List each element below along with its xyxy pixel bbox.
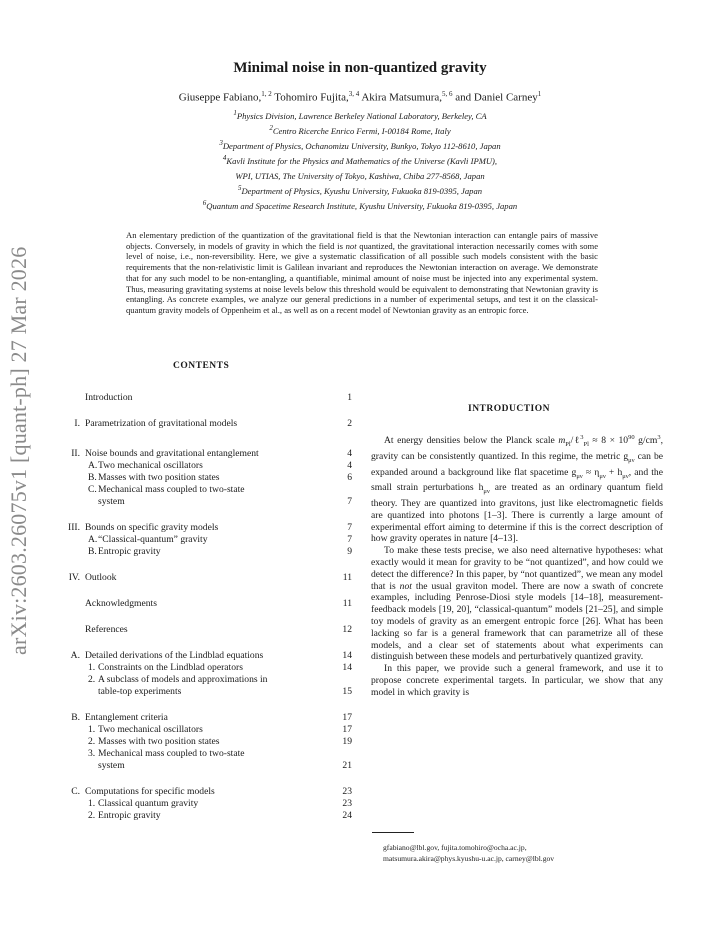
toc-entry-page: 23 [342, 786, 352, 797]
toc-entry[interactable] [60, 674, 352, 686]
toc-entry-number: II. [71, 448, 80, 459]
toc-entry-number: C. [71, 786, 80, 797]
toc-entry-label: Introduction [85, 392, 133, 403]
abstract: An elementary prediction of the quantization of the gravitational field is that the Newtonian interaction can entangle pairs of massive objects. Conversely, in models of gravity in which the field is not quantized, the gravitational interaction necessarily comes with some level of noise, i.e., non-reversibility. Here, we give a systematic classification of all possible such models consistent with the basic requirements that the non-relativistic limit is Galilean invariant and reproduces the Newtonian interaction on average. We demonstrate that for any such model to be non-entangling, a quantifiable, minimal amount of noise must be injected into any experimental system. Thus, measuring gravitating systems at noise levels below this threshold would be equivalent to demonstrating that Newtonian gravity is entangling. As concrete examples, we analyze our general predictions in a number of experimental setups, and test it on the classical-quantum gravity models of Oppenheim et al., as well as on a recent model of Newtonian gravity as an entropic force. [126, 230, 599, 315]
author-name: Akira Matsumura, [359, 91, 442, 104]
toc-entry-label: Entropic gravity [98, 546, 161, 557]
toc-entry-label: Mechanical mass coupled to two-state [98, 748, 245, 759]
paragraph: At energy densities below the Planck scale $m_{Pl}/\ell^3_{Pl} \approx 8 \times 10^{90}$ $g/cm^3$, gravity can be consistently quantized. In this regime, the metric $g_{\mu\nu}$ can be expanded around a background like flat spacetime $g_{\mu\nu} \approx \eta_{\mu\nu} + h_{\mu\nu}$, and the small strain perturbations $h_{\mu\nu}$ are treated as an ordinary quantum field theory. They are quantized into gravitons, just like electromagnetic fields are quantized into photons [1–3]. There is currently a large amount of experimental effort aiming to determine if this is the correct description of how gravity operates in nature [4–13]. [371, 434, 663, 545]
toc-entry-label: table-top experiments [98, 686, 182, 697]
toc-entry-number: B. [71, 712, 80, 723]
affiliation-line: $^1$Physics Division, Lawrence Berkeley National Laboratory, Berkeley, CA [233, 109, 487, 121]
paper-title: Minimal noise in non-quantized gravity [233, 60, 487, 76]
arxiv-stamp: arXiv:2603.26075v1 [quant-ph] 27 Mar 2026 [6, 246, 31, 655]
toc-entry-label: References [85, 624, 128, 635]
toc-entry-label: Acknowledgments [85, 598, 157, 609]
paragraph: In this paper, we provide such a general framework, and use it to propose concrete experimental targets. In particular, we show that any model in which gravity is [371, 663, 663, 698]
toc-entry[interactable] [60, 598, 352, 610]
toc-entry-number: 2. [88, 736, 96, 747]
affiliation-line: $^5$Department of Physics, Kyushu University, Fukuoka 819-0395, Japan [237, 184, 483, 197]
affiliation-line: $^6$Quantum and Spacetime Research Institute, Kyushu University, Fukuoka 819-0395, Japan [202, 199, 518, 212]
toc-entry[interactable] [60, 810, 352, 822]
toc-entry[interactable] [60, 798, 352, 810]
toc-entry-number: B. [88, 546, 97, 557]
affiliation-line: WPI, UTIAS, The University of Tokyo, Kashiwa, Chiba 277-8568, Japan [235, 171, 485, 182]
toc-entry-label: Masses with two position states [98, 472, 220, 483]
toc-entry-page: 21 [342, 760, 352, 771]
footnote-rule [372, 832, 414, 833]
toc-entry-page: 2 [347, 418, 352, 429]
toc-entry-page: 17 [342, 724, 352, 735]
toc-entry-number: 1. [88, 724, 96, 735]
author-affil-ref: 1 [537, 90, 542, 98]
toc-entry[interactable] [60, 712, 352, 724]
toc-entry-label: “Classical-quantum” gravity [98, 534, 208, 545]
toc-entry-page: 19 [342, 736, 352, 747]
toc-entry-label: system [98, 496, 125, 507]
toc-entry[interactable] [60, 650, 352, 662]
toc-entry-number: 1. [88, 662, 96, 673]
toc-entry-label: Detailed derivations of the Lindblad equations [85, 650, 264, 661]
author-name: and Daniel Carney [452, 91, 538, 104]
toc-entry-page: 24 [342, 810, 352, 821]
toc-entry[interactable] [60, 572, 352, 584]
toc-entry-label: A subclass of models and approximations in [98, 674, 268, 685]
toc-entry[interactable] [60, 418, 352, 430]
toc-entry[interactable] [60, 392, 352, 404]
toc-entry-page: 9 [347, 546, 352, 557]
toc-entry-page: 17 [342, 712, 352, 723]
toc-entry-number: 2. [88, 674, 96, 685]
toc-entry-number: B. [88, 472, 97, 483]
toc-entry[interactable] [60, 624, 352, 636]
toc-entry-label: Mechanical mass coupled to two-state [98, 484, 245, 495]
author-name: Tohomiro Fujita, [271, 91, 349, 104]
toc-entry[interactable] [60, 724, 352, 736]
toc-entry[interactable] [60, 460, 352, 472]
toc-entry[interactable] [60, 662, 352, 674]
toc-entry[interactable] [60, 546, 352, 558]
author-affil-ref: 1, 2 [261, 90, 272, 98]
toc-entry[interactable] [60, 748, 352, 760]
toc-entry-number: 2. [88, 810, 96, 821]
toc-entry-number: IV. [68, 572, 80, 583]
author-affil-ref: 5, 6 [442, 90, 453, 98]
toc-entry-page: 23 [342, 798, 352, 809]
toc-entry-page: 7 [347, 496, 352, 507]
toc-entry-number: 3. [88, 748, 96, 759]
author-affil-ref: 3, 4 [348, 90, 360, 98]
toc-entry-label: Constraints on the Lindblad operators [98, 662, 243, 673]
author-name: Giuseppe Fabiano, [178, 91, 262, 104]
toc-entry-label: Entropic gravity [98, 810, 161, 821]
affiliation-line: $^3$Department of Physics, Ochanomizu University, Bunkyo, Tokyo 112-8610, Japan [219, 139, 501, 151]
toc-entry-page: 11 [342, 572, 352, 583]
toc-entry-page: 11 [342, 598, 352, 609]
toc-entry-label: Computations for specific models [85, 786, 215, 797]
toc-entry-page: 12 [342, 624, 352, 635]
toc-entry[interactable] [60, 786, 352, 798]
section-heading-introduction: INTRODUCTION [468, 404, 551, 414]
affiliation-line: $^4$Kavli Institute for the Physics and Mathematics of the Universe (Kavli IPMU), [222, 154, 498, 167]
toc-entry-number: I. [74, 418, 80, 429]
toc-entry-number: III. [68, 522, 80, 533]
affiliations [0, 107, 720, 212]
toc-entry-label: Parametrization of gravitational models [85, 418, 238, 429]
toc-entry-page: 4 [347, 460, 352, 471]
toc-entry[interactable] [60, 448, 352, 460]
toc-entry-page: 14 [342, 662, 352, 673]
toc-entry-label: Two mechanical oscillators [98, 460, 203, 471]
toc-entry-label: Outlook [85, 572, 117, 583]
author-list [0, 90, 720, 104]
footnote [383, 842, 663, 864]
toc-entry-label: Entanglement criteria [85, 712, 168, 723]
toc-entry-page: 4 [347, 448, 352, 459]
toc-entry-page: 14 [342, 650, 352, 661]
introduction-text [371, 432, 663, 699]
toc-entry[interactable] [60, 484, 352, 496]
toc-entry[interactable] [60, 472, 352, 484]
toc-entry-number: A. [88, 534, 98, 545]
toc-entry-label: Bounds on specific gravity models [85, 522, 219, 533]
toc-entry[interactable] [60, 522, 352, 534]
paragraph: To make these tests precise, we also need alternative hypotheses: what exactly would it mean for gravity to be “not quantized”, and how could we detect the difference? In this paper, by “not quantized”, we mean any model that is not the usual graviton model. There are now a swath of concrete examples, including Penrose-Diosi style models [14–18], measurement-feedback models [19, 20], “classical-quantum” models [21–25], and simple toy models of gravity as an emergent entropic force [26]. What has been lacking so far is a general framework that can parametrize all of these models, and a clear set of statements about what experiments can distinguish between these models and perturbatively quantized gravity. [371, 545, 663, 663]
toc-entry[interactable] [60, 534, 352, 546]
toc-entry[interactable] [60, 736, 352, 748]
affiliation-line: $^2$Centro Ricerche Enrico Fermi, I-00184 Rome, Italy [269, 124, 451, 136]
toc-entry-page: 1 [347, 392, 352, 403]
toc-entry-number: A. [88, 460, 98, 471]
toc-entry[interactable] [60, 760, 352, 772]
contents-heading: CONTENTS [173, 361, 230, 371]
toc-entry-number: A. [70, 650, 80, 661]
toc-entry[interactable] [60, 686, 352, 698]
toc-entry-label: Noise bounds and gravitational entanglement [85, 448, 259, 459]
toc-entry-number: C. [88, 484, 97, 495]
toc-entry-page: 7 [347, 534, 352, 545]
toc-entry[interactable] [60, 496, 352, 508]
toc-entry-page: 6 [347, 472, 352, 483]
toc-entry-page: 15 [342, 686, 352, 697]
footnote-line: matsumura.akira@phys.kyushu-u.ac.jp, carney@lbl.gov [383, 854, 555, 863]
toc-entry-page: 7 [347, 522, 352, 533]
toc-entry-number: 1. [88, 798, 96, 809]
toc-entry-label: Two mechanical oscillators [98, 724, 203, 735]
footnote-line: gfabiano@lbl.gov, fujita.tomohiro@ocha.ac.jp, [383, 843, 527, 852]
toc-entry-label: system [98, 760, 125, 771]
toc-entry-label: Masses with two position states [98, 736, 220, 747]
toc-entry-label: Classical quantum gravity [98, 798, 199, 809]
